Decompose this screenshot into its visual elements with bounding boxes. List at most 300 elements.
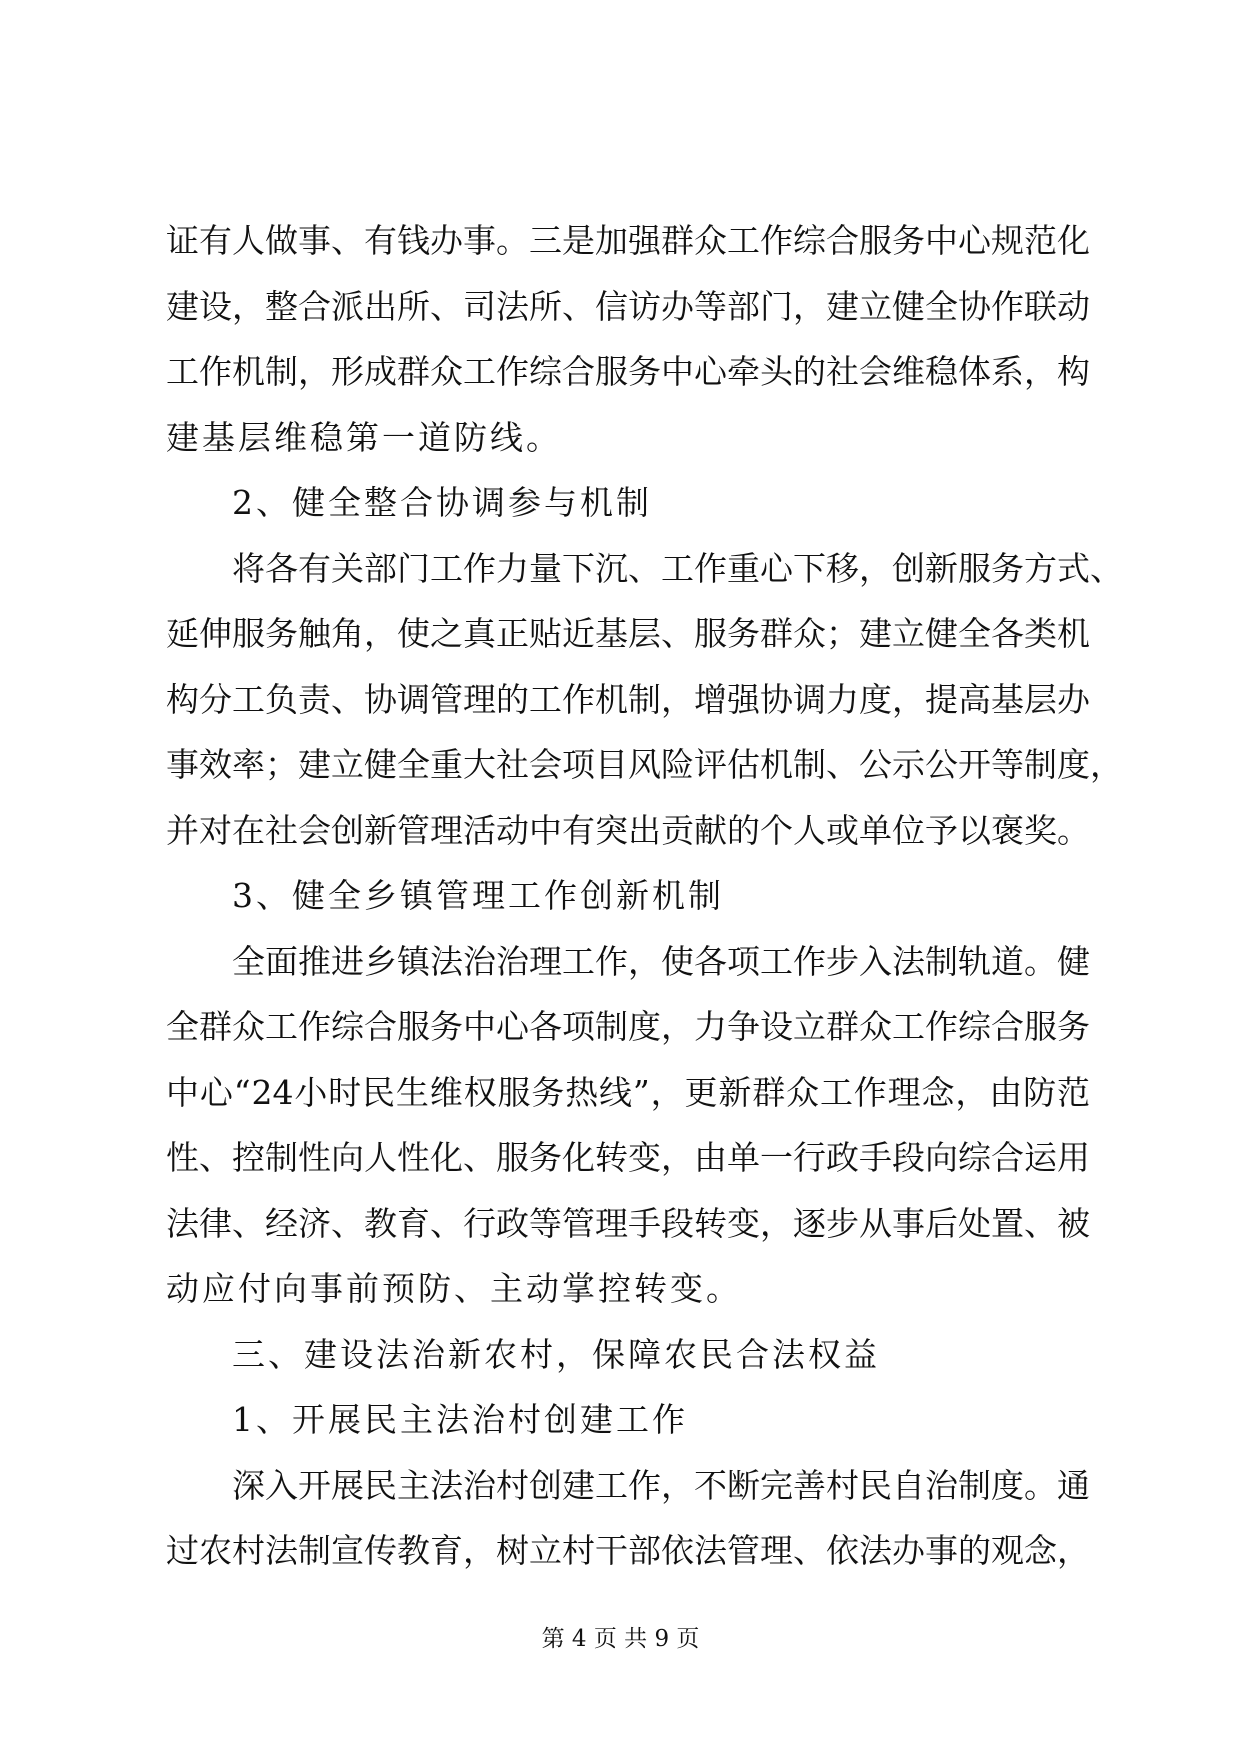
glyph: 等 [694,286,727,326]
glyph: 律 [199,1203,232,1243]
glyph: 门 [397,548,430,588]
glyph: 合 [562,352,595,391]
glyph: 事 [892,1203,925,1243]
glyph: 镇 [400,876,436,915]
glyph: 由 [989,1072,1023,1112]
glyph: 示 [892,745,925,784]
glyph: ， [1090,745,1123,784]
glyph: 动 [166,1269,202,1308]
glyph: 机 [595,679,628,719]
glyph: 控 [232,1138,265,1177]
glyph: 法 [265,1531,298,1570]
glyph: 工 [819,1072,853,1112]
glyph: 动 [526,1269,562,1308]
glyph: 治 [463,1465,496,1505]
glyph: 化 [562,1138,595,1177]
glyph: ， [661,679,694,719]
glyph: 道 [418,417,454,457]
glyph: 全 [397,745,430,784]
glyph: 健 [925,614,958,653]
glyph: 育 [430,1531,463,1570]
glyph: ， [463,1531,496,1570]
glyph: 与 [544,483,580,522]
glyph: ， [298,352,331,391]
glyph: 、 [562,286,595,326]
text-line [166,876,1090,945]
glyph: 管 [397,810,430,850]
glyph: 开 [298,1465,331,1505]
glyph: 体 [958,352,991,391]
glyph: 众 [694,221,727,260]
glyph: 段 [892,1138,925,1177]
glyph: 镇 [397,941,430,981]
glyph: 心 [199,1072,233,1112]
glyph: 工 [463,352,496,391]
glyph: 经 [265,1203,298,1243]
glyph: 民 [362,1072,396,1112]
glyph: 公 [925,745,958,784]
text-line [166,1400,1090,1469]
glyph: 防 [454,417,490,457]
glyph: ， [556,1334,592,1374]
glyph: 使 [661,941,694,981]
glyph: 工 [661,548,694,588]
glyph: 制 [688,876,724,915]
glyph: 综 [793,221,826,260]
glyph: 。 [526,417,562,457]
glyph: 做 [265,221,298,260]
glyph: 用 [1057,1138,1090,1177]
glyph: 作 [991,286,1024,326]
glyph: 政 [496,1203,529,1243]
glyph: 人 [364,1138,397,1177]
glyph: 从 [859,1203,892,1243]
glyph: ， [232,286,265,326]
glyph: 农 [484,1334,520,1374]
glyph: 头 [760,352,793,391]
glyph: 法 [376,1334,412,1374]
glyph: 设 [760,1007,793,1046]
glyph: ， [628,941,661,981]
glyph: “ [233,1072,251,1112]
glyph: 、 [454,1269,490,1308]
glyph: 转 [595,1138,628,1177]
glyph: 小 [294,1072,328,1112]
glyph: 新 [925,548,958,588]
glyph: 基 [991,679,1024,719]
glyph: 项 [562,1007,595,1046]
glyph: 道 [991,941,1024,981]
glyph: 稳 [925,352,958,391]
text-line [166,1465,1090,1535]
glyph: 开 [292,1400,328,1439]
glyph: 建 [166,417,202,457]
glyph: 有 [298,548,331,588]
glyph: 性 [397,1138,430,1177]
glyph: 法 [436,1400,472,1439]
glyph: 办 [430,221,463,260]
glyph: 农 [199,1531,232,1570]
glyph: ； [826,614,859,653]
glyph: 、 [256,876,292,915]
glyph: 治 [925,1465,958,1505]
document-body [166,221,1123,1600]
text-line [166,548,1123,618]
glyph: 近 [562,614,595,653]
glyph: 化 [430,1138,463,1177]
glyph: ， [859,548,892,588]
glyph: 机 [580,483,616,522]
glyph: 群 [826,1007,859,1046]
glyph: 规 [991,221,1024,260]
glyph: 的 [958,1531,991,1570]
glyph: 协 [436,483,472,522]
glyph: 村 [496,1465,529,1505]
glyph: 门 [760,286,793,326]
glyph: 线 [490,417,526,457]
glyph: 时 [328,1072,362,1112]
glyph: 处 [958,1203,991,1243]
glyph: 行 [463,1203,496,1243]
glyph: 主 [490,1269,526,1308]
glyph: 、 [256,483,292,522]
glyph: 动 [496,810,529,850]
glyph: 设 [199,286,232,326]
glyph: ， [1024,352,1057,391]
glyph: 展 [328,1400,364,1439]
glyph: 服 [497,1072,531,1112]
glyph: 办 [1057,679,1090,719]
glyph: 开 [958,745,991,784]
glyph: 后 [925,1203,958,1243]
glyph: 制 [1024,745,1057,784]
glyph: 机 [1057,614,1090,653]
glyph: 作 [793,941,826,981]
glyph: 理 [430,810,463,850]
glyph: 入 [859,941,892,981]
glyph: 工 [166,352,199,391]
glyph: 村 [562,1531,595,1570]
glyph: 管 [430,679,463,719]
glyph: 理 [760,1531,793,1570]
glyph: 工 [727,221,760,260]
glyph: 行 [793,1138,826,1177]
glyph: 办 [661,286,694,326]
glyph: 育 [397,1203,430,1243]
glyph: 工 [430,548,463,588]
glyph: 众 [430,352,463,391]
glyph: 付 [238,1269,274,1308]
glyph: 综 [529,352,562,391]
glyph: 中 [925,221,958,260]
glyph: 教 [364,1203,397,1243]
glyph: 立 [892,614,925,653]
glyph: 、 [1024,1203,1057,1243]
glyph: 全 [166,1007,199,1046]
glyph: 前 [346,1269,382,1308]
glyph: 服 [958,548,991,588]
glyph: 权 [463,1072,497,1112]
glyph: 务 [991,548,1024,588]
glyph: 评 [694,745,727,784]
glyph: 群 [661,221,694,260]
glyph: 三 [529,221,562,260]
glyph: 入 [265,1465,298,1505]
glyph: 立 [529,1531,562,1570]
glyph: 事 [166,745,199,784]
glyph: 创 [580,876,616,915]
glyph: 等 [991,745,1024,784]
glyph: 的 [793,352,826,391]
glyph: 合 [991,1007,1024,1046]
glyph: 过 [166,1531,199,1570]
glyph: 办 [892,1531,925,1570]
glyph: 并 [166,810,199,850]
glyph: 角 [331,614,364,653]
glyph: 制 [298,1531,331,1570]
glyph: 治 [496,941,529,981]
glyph: 基 [595,614,628,653]
glyph: 责 [298,679,331,719]
glyph: 掌 [562,1269,598,1308]
glyph: 工 [616,1400,652,1439]
glyph: 全 [328,483,364,522]
glyph: 法 [859,1531,892,1570]
glyph: 贡 [661,810,694,850]
text-line [166,221,1090,290]
glyph: 务 [430,1007,463,1046]
glyph: 作 [694,548,727,588]
glyph: 社 [265,810,298,850]
glyph: 务 [531,1072,565,1112]
glyph: 稳 [310,417,346,457]
glyph: 作 [853,1072,887,1112]
glyph: 有 [199,221,232,260]
glyph: 机 [232,352,265,391]
glyph: 管 [562,1203,595,1243]
glyph: 风 [628,745,661,784]
glyph: 对 [199,810,232,850]
glyph: ” [632,1072,650,1112]
glyph: 法 [892,941,925,981]
glyph: 维 [274,417,310,457]
glyph: 置 [991,1203,1024,1243]
glyph: 建 [298,745,331,784]
glyph: 度 [991,1465,1024,1505]
glyph: 有 [364,221,397,260]
glyph: 、 [199,1138,232,1177]
glyph: 服 [694,614,727,653]
glyph: 治 [472,1400,508,1439]
glyph: 或 [826,810,859,850]
glyph: 制 [628,679,661,719]
glyph: 综 [958,1138,991,1177]
glyph: ， [1057,1531,1090,1570]
glyph: 制 [616,483,652,522]
glyph: 作 [562,679,595,719]
glyph: 事 [463,221,496,260]
glyph: 工 [265,1007,298,1046]
glyph: 工 [760,941,793,981]
glyph: 民 [859,1465,892,1505]
glyph: 沉 [595,548,628,588]
glyph: 济 [298,1203,331,1243]
glyph: 各 [694,941,727,981]
glyph: 服 [1024,1007,1057,1046]
glyph: 。 [1024,1465,1057,1505]
glyph: 乡 [364,876,400,915]
glyph: 度 [1057,745,1090,784]
glyph: 服 [595,352,628,391]
glyph: 变 [670,1269,706,1308]
glyph: 位 [892,810,925,850]
glyph: 制 [958,1465,991,1505]
glyph: 下 [793,548,826,588]
glyph: 整 [364,483,400,522]
glyph: 所 [529,286,562,326]
glyph: 推 [298,941,331,981]
glyph: 项 [562,745,595,784]
glyph: 调 [793,679,826,719]
glyph: 健 [1057,941,1090,981]
glyph: 村 [520,1334,556,1374]
glyph: 务 [1057,1007,1090,1046]
glyph: 各 [529,1007,562,1046]
text-line [166,1007,1090,1076]
glyph: 。 [496,221,529,260]
text-line [166,1531,1090,1600]
glyph: 建 [859,614,892,653]
glyph: 理 [595,1203,628,1243]
glyph: 主 [397,1465,430,1505]
glyph: 合 [826,221,859,260]
glyph: 乡 [364,941,397,981]
glyph: 创 [544,1400,580,1439]
glyph: 创 [892,548,925,588]
glyph: 重 [727,548,760,588]
glyph: 服 [496,1138,529,1177]
glyph: 负 [265,679,298,719]
text-line [166,417,1090,487]
text-line [166,352,1090,421]
glyph: 全 [958,614,991,653]
glyph: 出 [364,286,397,326]
glyph: ， [661,1007,694,1046]
glyph: 奖 [1024,810,1057,850]
glyph: 中 [661,352,694,391]
glyph: 强 [628,221,661,260]
glyph: 热 [565,1072,599,1112]
glyph: 的 [496,679,529,719]
glyph: 群 [752,1072,786,1112]
glyph: 的 [727,810,760,850]
glyph: 民 [700,1334,736,1374]
text-line [166,1269,1090,1338]
glyph: 、 [793,1531,826,1570]
glyph: 制 [265,352,298,391]
glyph: 第 [346,417,382,457]
glyph: 、 [331,1203,364,1243]
glyph: 效 [199,745,232,784]
glyph: 成 [364,352,397,391]
glyph: 突 [595,810,628,850]
glyph: 构 [166,679,199,719]
glyph: 村 [508,1400,544,1439]
glyph: 信 [595,286,628,326]
glyph: 会 [298,810,331,850]
glyph: 管 [436,876,472,915]
glyph: 生 [395,1072,429,1112]
glyph: 管 [727,1531,760,1570]
glyph: 延 [166,614,199,653]
glyph: 自 [892,1465,925,1505]
glyph: 被 [1057,1203,1090,1243]
glyph: 类 [1024,614,1057,653]
glyph: 使 [397,614,430,653]
glyph: 治 [412,1334,448,1374]
glyph: 创 [529,1465,562,1505]
glyph: 公 [859,745,892,784]
glyph: 合 [298,286,331,326]
glyph: 健 [292,876,328,915]
glyph: 务 [727,614,760,653]
glyph: 项 [727,941,760,981]
glyph: 2 [232,483,256,522]
glyph: 宣 [331,1531,364,1570]
glyph: 参 [508,483,544,522]
glyph: 化 [1057,221,1090,260]
glyph: 障 [628,1334,664,1374]
glyph: 工 [529,679,562,719]
glyph: 、 [331,679,364,719]
glyph: 心 [760,548,793,588]
glyph: 重 [430,745,463,784]
glyph: 法 [496,286,529,326]
glyph: 、 [256,1400,292,1439]
glyph: 层 [238,417,274,457]
glyph: 工 [232,679,265,719]
glyph: 工 [595,1465,628,1505]
glyph: 新 [448,1334,484,1374]
text-line [166,614,1090,683]
glyph: 人 [793,810,826,850]
glyph: 下 [562,548,595,588]
glyph: 建 [580,1400,616,1439]
glyph: 合 [364,1007,397,1046]
text-line [166,1072,1090,1142]
glyph: 之 [430,614,463,653]
glyph: 立 [859,286,892,326]
glyph: 心 [958,221,991,260]
glyph: 向 [331,1138,364,1177]
glyph: 制 [595,1007,628,1046]
glyph: 系 [991,352,1024,391]
glyph: 依 [661,1531,694,1570]
glyph: 形 [331,352,364,391]
glyph: 提 [925,679,958,719]
glyph: 步 [826,1203,859,1243]
glyph: 、 [268,1334,304,1374]
glyph: 大 [463,745,496,784]
glyph: 变 [628,1138,661,1177]
glyph: 政 [826,1138,859,1177]
glyph: 范 [1056,1072,1090,1112]
glyph: 展 [331,1465,364,1505]
glyph: 、 [331,221,364,260]
glyph: 一 [760,1138,793,1177]
glyph: 会 [529,745,562,784]
glyph: 建 [304,1334,340,1374]
